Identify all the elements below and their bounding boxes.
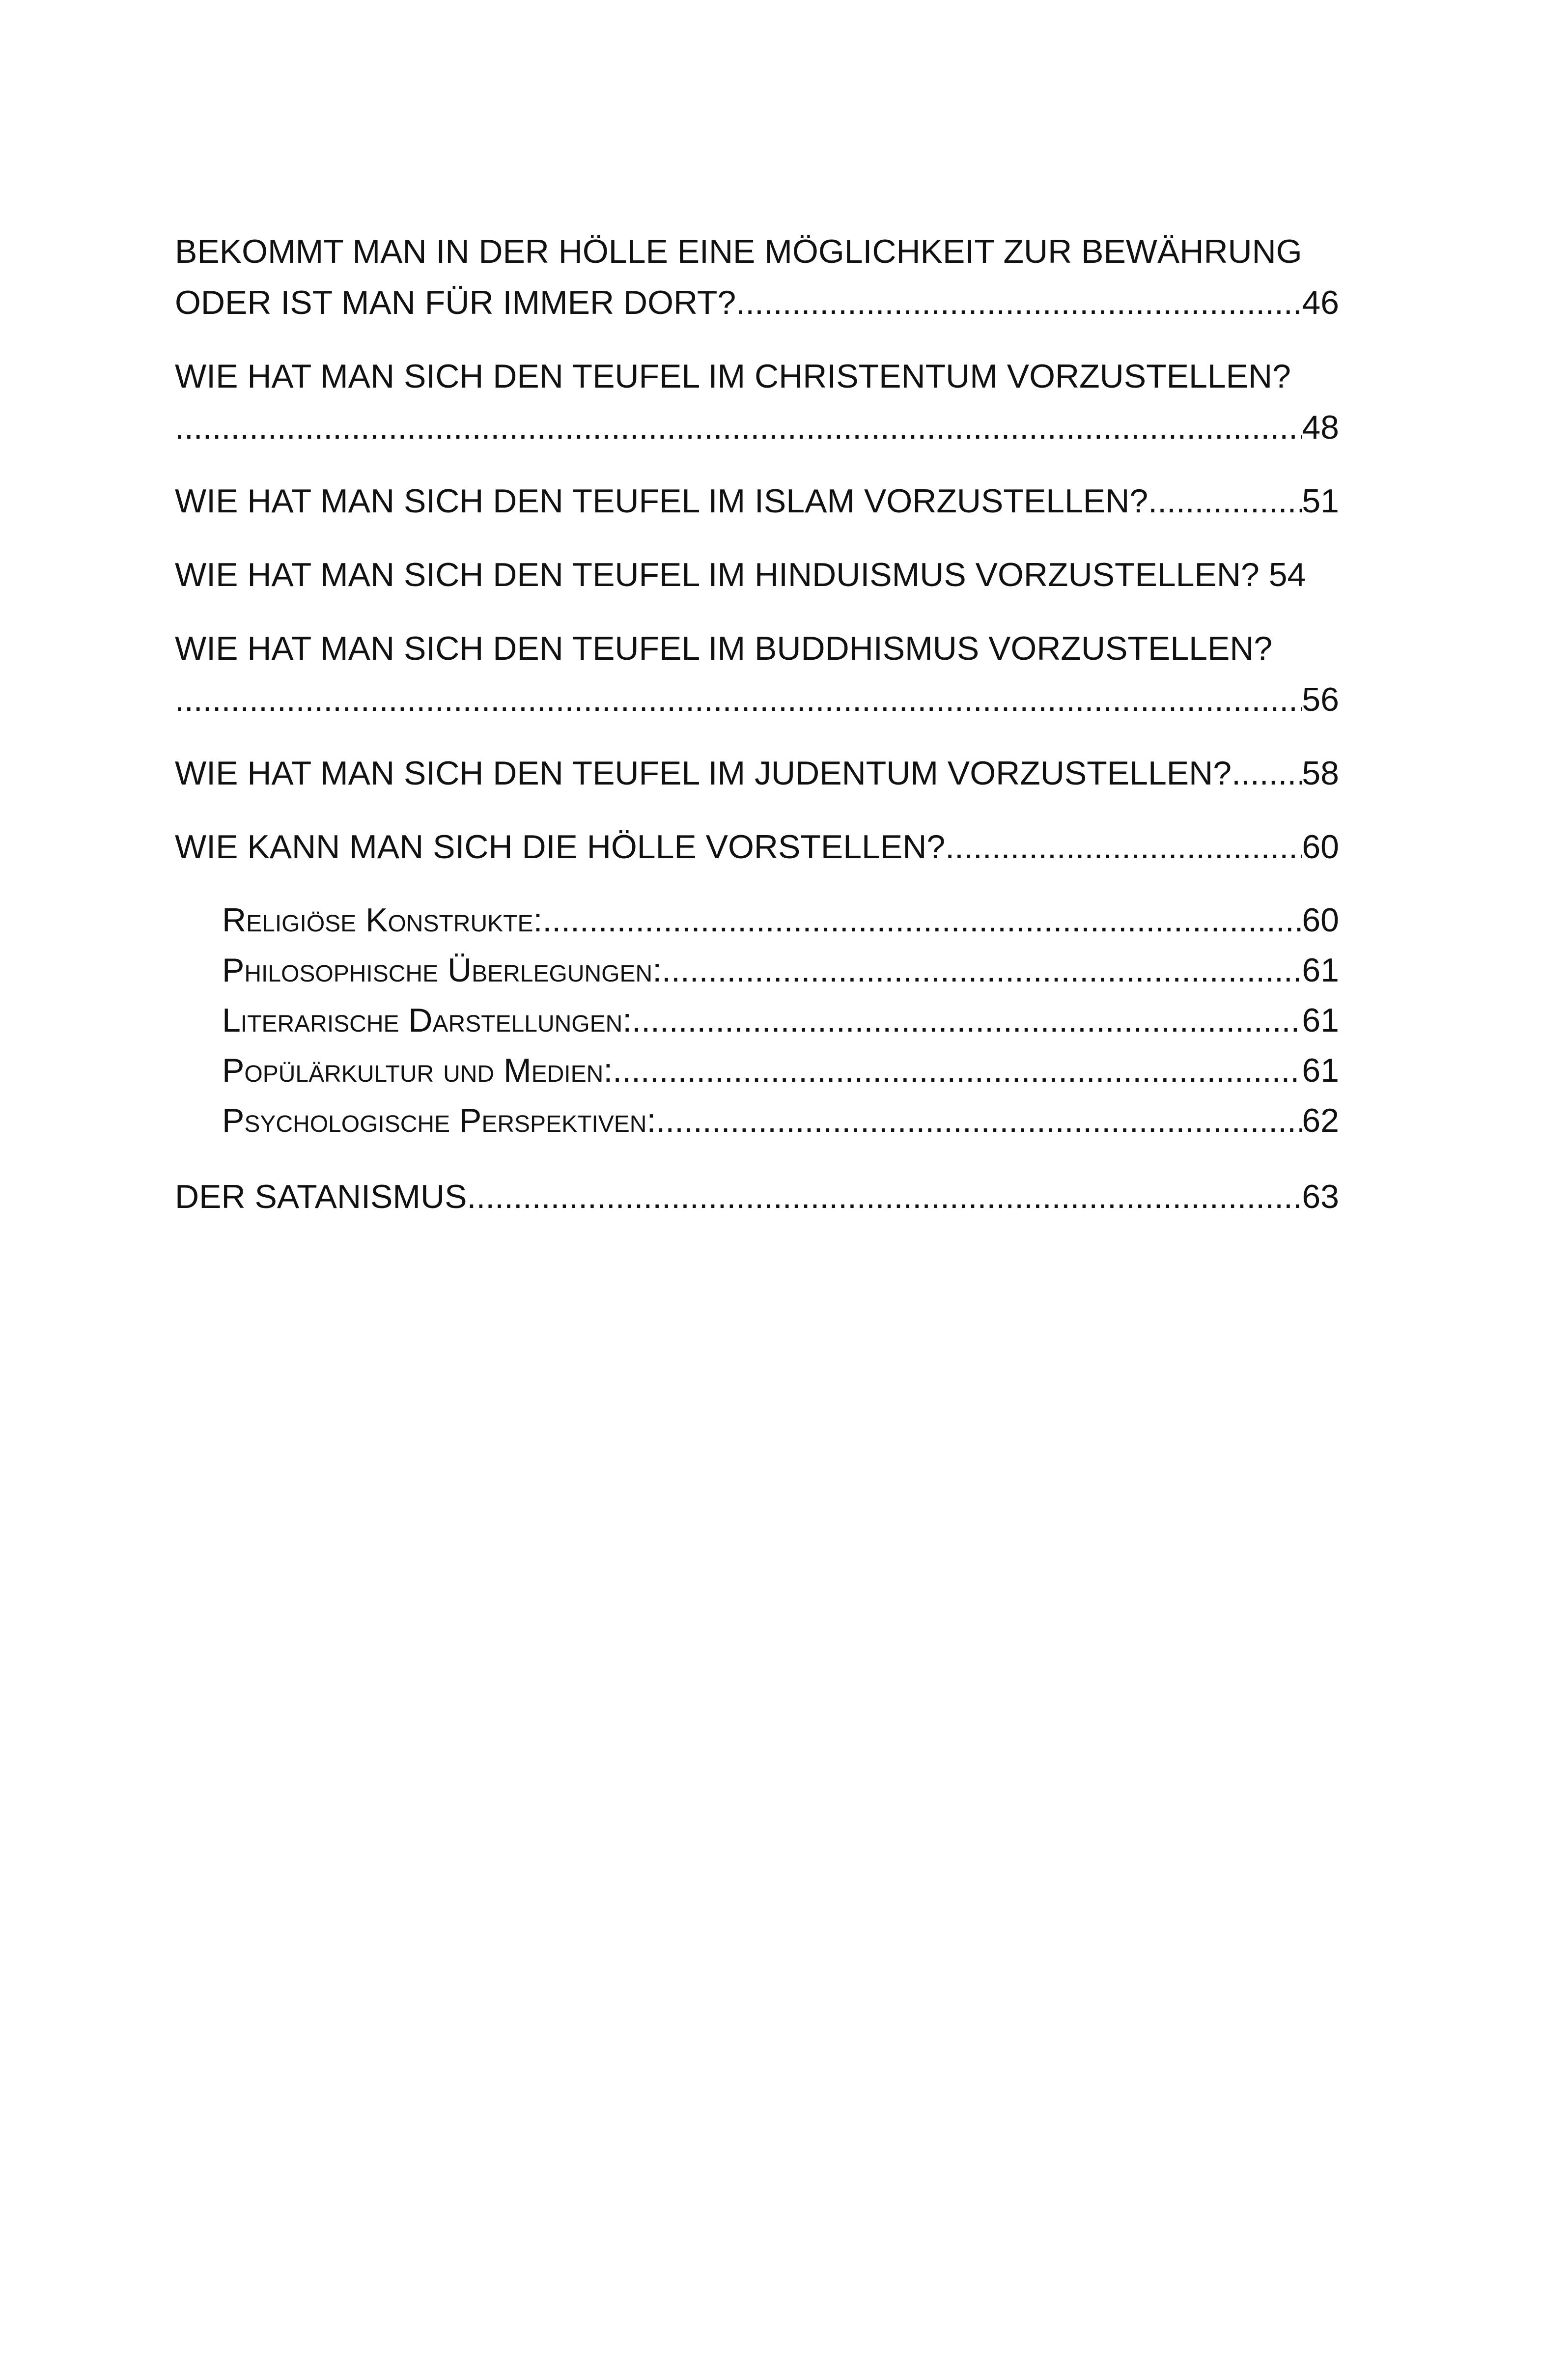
toc-entry-title: WIE HAT MAN SICH DEN TEUFEL IM BUDDHISMUS VORZUSTELLEN? xyxy=(175,630,1273,667)
toc-entry-line xyxy=(175,277,1339,328)
toc-subentry-philosophische-ueberlegungen[interactable] xyxy=(222,945,1339,995)
toc-entry-line xyxy=(175,748,1339,799)
toc-entry-line xyxy=(175,1171,1339,1222)
toc-page-number: 61 xyxy=(1302,952,1339,989)
dot-leader xyxy=(175,674,1302,725)
toc-entry-line xyxy=(175,821,1339,872)
toc-entry-line xyxy=(175,226,1339,277)
toc-subentry-title: Literarische Darstellungen: xyxy=(222,1002,632,1039)
toc-entry-line xyxy=(175,351,1339,402)
toc-page-number: 51 xyxy=(1302,482,1339,520)
dot-leader xyxy=(945,821,1302,872)
toc-entry-title: WIE HAT MAN SICH DEN TEUFEL IM HINDUISMUS VORZUSTELLEN? xyxy=(175,556,1260,593)
toc-page-number: 63 xyxy=(1302,1178,1339,1215)
table-of-contents xyxy=(175,226,1339,1222)
toc-page-number: 46 xyxy=(1302,284,1339,321)
toc-subentries xyxy=(175,895,1339,1146)
toc-subentry-title: Philosophische Überlegungen: xyxy=(222,952,662,989)
dot-leader xyxy=(662,945,1302,995)
toc-entry-teufel-buddhismus[interactable] xyxy=(175,623,1339,725)
toc-page-number: 62 xyxy=(1302,1102,1339,1139)
toc-subentry-title: Popülärkultur und Medien: xyxy=(222,1052,613,1089)
toc-entry-line xyxy=(175,476,1339,527)
dot-leader xyxy=(1148,476,1302,527)
dot-leader xyxy=(175,402,1302,453)
toc-page-number: 61 xyxy=(1302,1002,1339,1039)
toc-entry-line xyxy=(175,402,1339,453)
toc-page-number: 54 xyxy=(1268,556,1306,593)
dot-leader xyxy=(542,895,1302,945)
toc-subentry-literarische-darstellungen[interactable] xyxy=(222,995,1339,1045)
toc-entry-line xyxy=(175,674,1339,725)
toc-page-number: 60 xyxy=(1302,828,1339,866)
dot-leader xyxy=(1232,748,1302,799)
toc-entry-teufel-islam[interactable] xyxy=(175,476,1339,527)
dot-leader xyxy=(613,1045,1302,1095)
toc-entry-title: WIE HAT MAN SICH DEN TEUFEL IM JUDENTUM VORZUSTELLEN? xyxy=(175,755,1232,792)
toc-entry-teufel-christentum[interactable] xyxy=(175,351,1339,453)
toc-entry-title: WIE HAT MAN SICH DEN TEUFEL IM CHRISTENTUM VORZUSTELLEN? xyxy=(175,358,1291,395)
toc-page-number: 61 xyxy=(1302,1052,1339,1089)
toc-page-number: 60 xyxy=(1302,901,1339,939)
toc-separator-space xyxy=(1260,549,1269,600)
toc-entry-title: BEKOMMT MAN IN DER HÖLLE EINE MÖGLICHKEIT ZUR BEWÄHRUNG xyxy=(175,233,1302,270)
toc-entry-title: WIE KANN MAN SICH DIE HÖLLE VORSTELLEN? xyxy=(175,828,946,866)
toc-page-number: 56 xyxy=(1302,681,1339,718)
toc-subentry-title: Psychologische Perspektiven: xyxy=(222,1102,656,1139)
toc-entry-title: WIE HAT MAN SICH DEN TEUFEL IM ISLAM VORZUSTELLEN? xyxy=(175,482,1148,520)
toc-entry-teufel-hinduismus[interactable] xyxy=(175,549,1339,600)
toc-entry-hoelle-bewaehrung[interactable] xyxy=(175,226,1339,328)
toc-entry-line xyxy=(175,623,1339,674)
toc-page-number: 58 xyxy=(1302,755,1339,792)
dot-leader xyxy=(656,1095,1302,1146)
dot-leader xyxy=(467,1171,1302,1222)
dot-leader xyxy=(632,995,1302,1045)
toc-subentry-religioese-konstrukte[interactable] xyxy=(222,895,1339,945)
toc-entry-title: DER SATANISMUS xyxy=(175,1178,467,1215)
toc-page-number: 48 xyxy=(1302,409,1339,446)
toc-subentry-psychologische-perspektiven[interactable] xyxy=(222,1095,1339,1146)
toc-entry-satanismus[interactable] xyxy=(175,1171,1339,1222)
toc-subentry-title: Religiöse Konstrukte: xyxy=(222,901,543,939)
dot-leader xyxy=(736,277,1302,328)
toc-entry-line xyxy=(175,549,1339,600)
toc-entry-title-continued: ODER IST MAN FÜR IMMER DORT? xyxy=(175,284,736,321)
toc-subentry-populaerkultur-medien[interactable] xyxy=(222,1045,1339,1095)
toc-entry-teufel-judentum[interactable] xyxy=(175,748,1339,799)
toc-entry-hoelle-vorstellen[interactable] xyxy=(175,821,1339,1146)
